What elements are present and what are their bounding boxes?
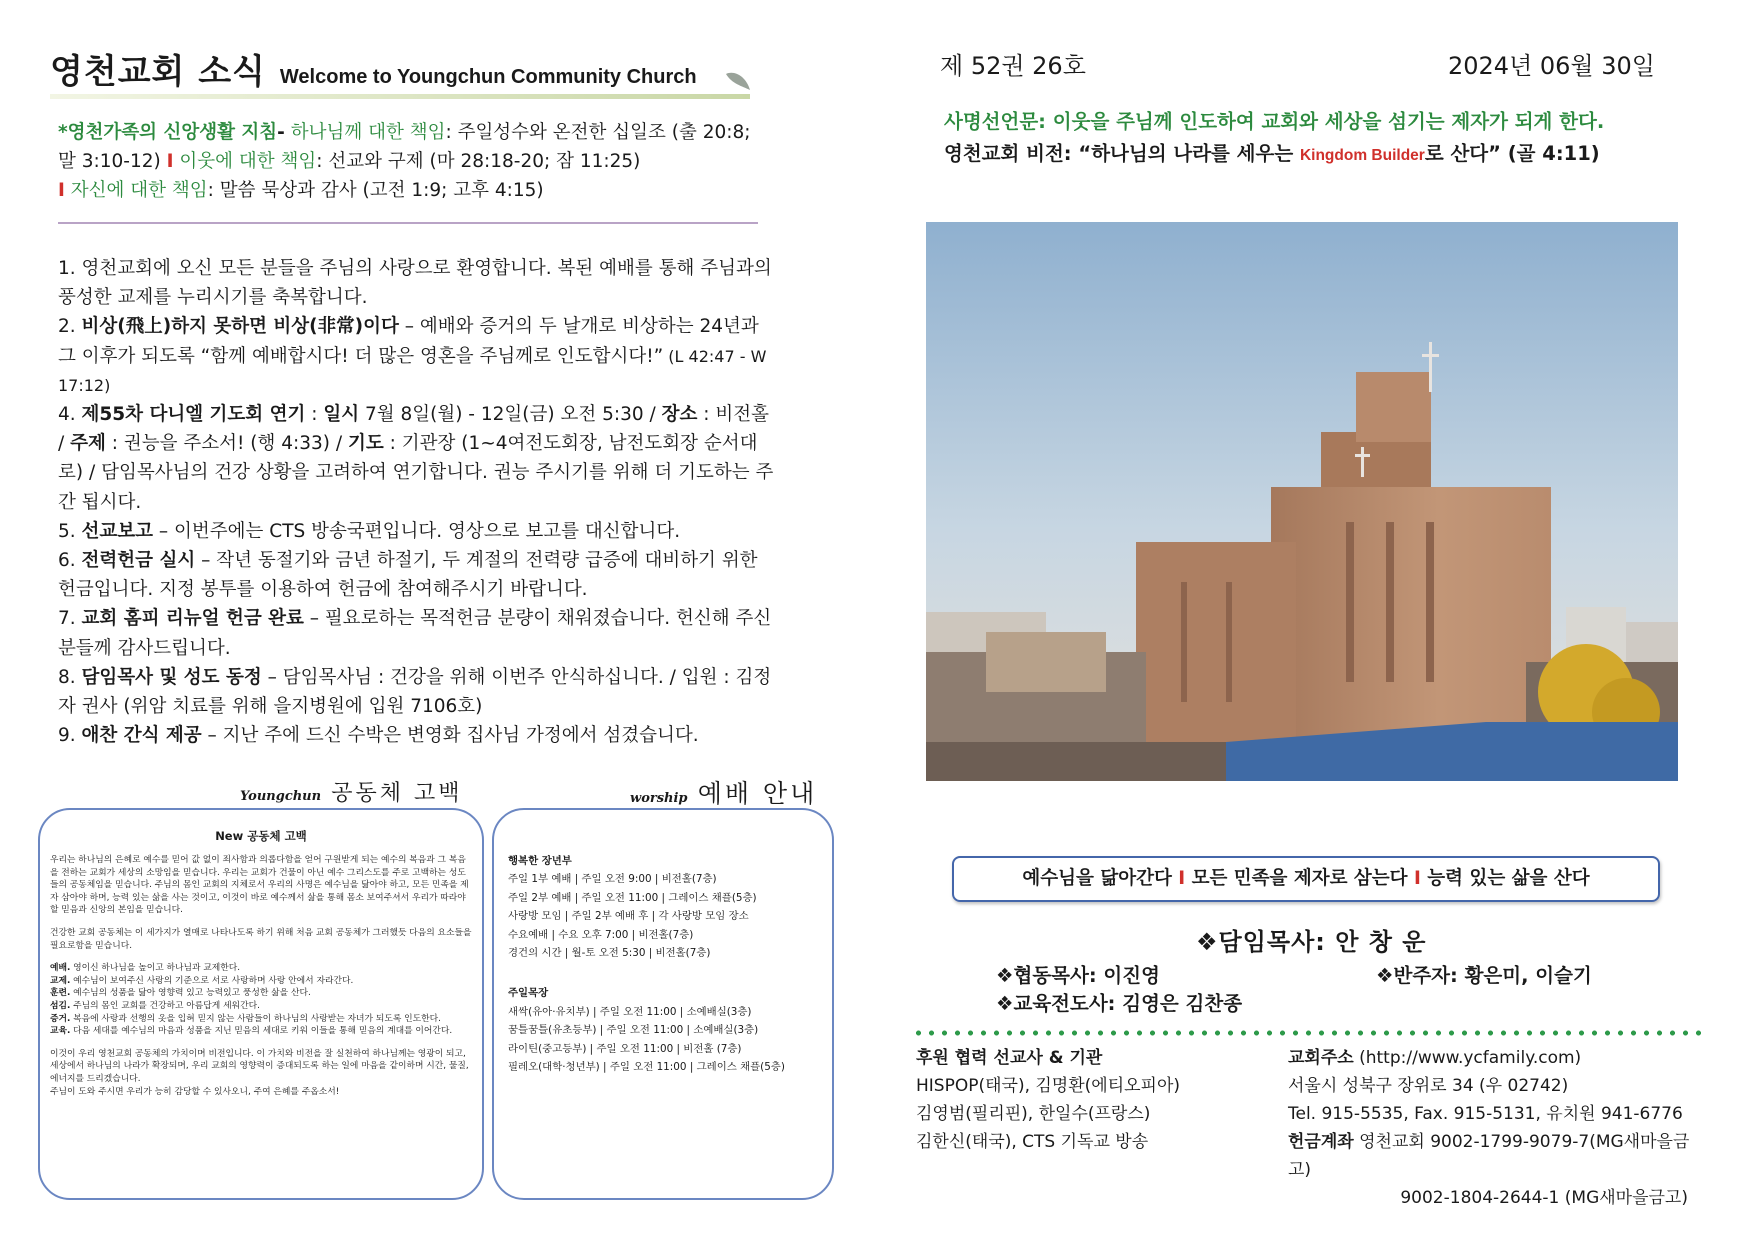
notice-item: 6. 전력헌금 실시 – 작년 동절기와 금년 하절기, 두 계절의 전력량 급증에 대비하기 위한 헌금입니다. 지정 봉투를 이용하여 헌금에 참여해주시기 바랍니다. <box>58 550 758 601</box>
worship-row: 수요예배 | 수요 오후 7:00 | 비전홀(7층) <box>508 928 694 941</box>
issue-date: 2024년 06월 30일 <box>1448 52 1655 80</box>
account-number: 9002-1804-2644-1 (MG새마을금고) <box>1400 1188 1688 1208</box>
guide-heading: *영천가족의 신앙생활 지침 <box>58 122 278 143</box>
confession-heading: Youngchun 공동체 고백 <box>240 781 463 806</box>
guide-god-label: 하나님께 대한 책임 <box>284 122 446 143</box>
associate-pastor: ❖협동목사: 이진영 <box>996 964 1160 987</box>
worship-row: 라이틴(중고등부) | 주일 오전 11:00 | 비전홀 (7층) <box>508 1042 742 1055</box>
guide-neighbor-text: : 선교와 구제 (마 28:18-20; 잠 11:25) <box>316 151 641 172</box>
confession-card-title: New 공동체 고백 <box>215 829 307 843</box>
announcements <box>58 254 778 750</box>
dotted-divider <box>912 1030 1704 1036</box>
worship-row: 꿈틀꿈틀(유초등부) | 주일 오전 11:00 | 소예배실(3층) <box>508 1024 759 1037</box>
newsletter-title: 영천교회 소식 <box>50 52 266 92</box>
confession-paragraph: 주님이 도와 주시면 우리가 능히 감당할 수 있사오니, 주여 은혜를 주옵소서! <box>50 1086 340 1097</box>
confession-paragraph: 건강한 교회 공동체는 이 세가지가 열매로 나타나도록 하기 위해 처음 교회 공동체가 그러했듯 다음의 요소들을 필요로함을 믿습니다. <box>50 927 472 951</box>
guide-god-text: : 주일성수와 온전한 십일조 (출 20:8; 말 3:10-12) <box>58 122 751 172</box>
confession-paragraph: 우리는 하나님의 은혜로 예수를 믿어 값 없이 죄사함과 의롭다함을 얻어 구원받게 되는 예수의 복음과 그 복음을 전하는 교회가 세상의 소망임을 믿습니다. 우리는 교회가 건물이 아닌 예수 그리스도를 주로 고백하는 성도들의 공동체임을 믿습니다. 주님의 몸인 교회의 지체로서 우리의 사명은 예수님을 닮아야 하고, 모든 민족을 제자 삼아야 하며, 능력 있는 삶을 사는 것이고, 이것이 바로 예수께서 삶을 통해 몸소 보여주셔서 우리가 따라야 할 믿음과 신앙의 본임을 믿습니다. <box>50 855 469 916</box>
worship-row: 사랑방 모임 | 주일 2부 예배 후 | 각 사랑방 모임 장소 <box>508 910 749 923</box>
church-phone: Tel. 915-5535, Fax. 915-5131, 유치원 941-6776 <box>1288 1104 1683 1124</box>
worship-row: 필레오(대학·청년부) | 주일 오전 11:00 | 그레이스 채플(5층) <box>508 1061 785 1074</box>
kingdom-builder-text: Kingdom Builder <box>1299 147 1425 164</box>
missions-line: 김한신(태국), CTS 기독교 방송 <box>916 1132 1149 1152</box>
missions-heading: 후원 협력 선교사 & 기관 <box>916 1048 1103 1068</box>
address-heading: 교회주소 <box>1288 1048 1354 1068</box>
notice-item: 4. 제55차 다니엘 기도회 연기 : 일시 7월 8일(월) - 12일(금) 오전 5:30 / 장소 : 비전홀 / 주제 : 권능을 주소서! (행 4:33) / 기도 : 기관장 (1~4여전도회장, 남전도회장 순서대로) / 담임목사님의 건강 상황을 고려하여 연기합니다. 권능 주시기를 위해 더 기도하는 주간 됩시다. <box>58 404 774 513</box>
church-building-photo <box>926 222 1678 781</box>
notice-item: 7. 교회 홈피 리뉴얼 헌금 완료 – 필요로하는 목적헌금 분량이 채워졌습니다. 헌신해 주신 분들께 감사드립니다. <box>58 608 772 659</box>
notice-item: 1. 영천교회에 오신 모든 분들을 주님의 사랑으로 환영합니다. 복된 예배를 통해 주님과의 풍성한 교제를 누리시기를 축복합니다. <box>58 258 772 309</box>
guide-self-text: : 말씀 묵상과 감사 (고전 1:9; 고후 4:15) <box>207 180 544 201</box>
senior-pastor: ❖담임목사: 안 창 운 <box>1196 928 1427 956</box>
vision-statement: 영천교회 비전: “하나님의 나라를 세우는 Kingdom Builder로 산다” (골 4:11) <box>944 142 1600 165</box>
worship-row: 새싹(유아·유치부) | 주일 오전 11:00 | 소예배실(3층) <box>508 1005 752 1018</box>
accompanists: ❖반주자: 황은미, 이슬기 <box>1376 964 1592 987</box>
guide-neighbor-label: 이웃에 대한 책임 <box>173 151 317 172</box>
church-slogan: 예수님을 닮아간다 I 모든 민족을 제자로 삼는다 I 능력 있는 삶을 산다 <box>952 856 1660 902</box>
confession-elements: 예배. 영이신 하나님을 높이고 하나님과 교제한다. 교제. 예수님이 보여주신 사랑의 기준으로 서로 사랑하며 사랑 안에서 자라간다. 훈련. 예수님의 성품을 닮아 영향력 있고 능력있고 풍성한 삶을 산다. 섬김. 주님의 몸인 교회를 건강하고 아름답게 세워간다. 증거. 복음에 사랑과 선행의 옷을 입혀 믿지 않는 사람들이 하나님의 사랑받는 자녀가 되도록 인도한다. 교육. 다음 세대를 예수님의 마음과 성품을 지닌 믿음의 세대로 키워 이들을 통해 믿음의 계대를 이어간다. <box>50 963 453 1037</box>
worship-row: 경건의 시간 | 월-토 오전 5:30 | 비전홀(7층) <box>508 947 711 960</box>
worship-group-title: 행복한 장년부 <box>508 855 572 867</box>
guide-separator: I <box>58 180 65 201</box>
guide-separator: I <box>166 151 174 172</box>
account-label: 헌금계좌 <box>1288 1132 1354 1152</box>
worship-card <box>492 808 834 1200</box>
notice-item: 2. 비상(飛上)하지 못하면 비상(非常)이다 – 예배와 증거의 두 날개로 비상하는 24년과 그 이후가 되도록 “함께 예배합시다! 더 많은 영혼을 주님께로 인도합시다!” (L 42:47 - W 17:12) <box>58 316 767 395</box>
church-website-link[interactable]: (http://www.ycfamily.com) <box>1353 1048 1582 1068</box>
newsletter-subtitle: Welcome to Youngchun Community Church <box>279 66 697 88</box>
education-ministers: ❖교육전도사: 김영은 김찬종 <box>996 992 1243 1015</box>
masthead <box>50 44 760 100</box>
worship-heading: worship 예배 안내 <box>630 779 818 808</box>
worship-row: 주일 2부 예배 | 주일 오전 11:00 | 그레이스 채플(5층) <box>508 891 757 904</box>
account-number: 영천교회 9002-1799-9079-7(MG새마을금고) <box>1288 1132 1690 1180</box>
confession-paragraph: 이것이 우리 영천교회 공동체의 가치이며 비전입니다. 이 가치와 비전을 잘 실천하여 하나님께는 영광이 되고, 세상에서 하나님의 나라가 확장되며, 우리 교회의 영향력이 증대되도록 하는 일에 마음을 같이하며 시간, 물질, 에너지를 드리겠습니다. <box>50 1048 469 1084</box>
divider <box>58 222 758 224</box>
leaf-icon <box>724 70 752 92</box>
faith-guidelines: *영천가족의 신앙생활 지침- 하나님께 대한 책임: 주일성수와 온전한 십일조 (출 20:8; 말 3:10-12) I 이웃에 대한 책임: 선교와 구제 (마 28:18-20; 잠 11:25) I 자신에 대한 책임: 말씀 묵상과 감사 (고전 1:9; 고후 4:15) <box>58 122 751 201</box>
church-contact <box>1288 1044 1708 1212</box>
notice-item: 9. 애찬 간식 제공 – 지난 주에 드신 수박은 변영화 집사님 가정에서 섬겼습니다. <box>58 725 699 747</box>
missions-line: 김영범(필리핀), 한일수(프랑스) <box>916 1104 1151 1124</box>
issue-number: 제 52권 26호 <box>940 52 1086 80</box>
church-address: 서울시 성북구 장위로 34 (우 02742) <box>1288 1076 1569 1096</box>
confession-card <box>38 808 484 1200</box>
supported-missions <box>916 1044 1276 1156</box>
notice-item: 8. 담임목사 및 성도 동정 – 담임목사님 : 건강을 위해 이번주 안식하십니다. / 입원 : 김정자 권사 (위암 치료를 위해 을지병원에 입원 7106호) <box>58 666 772 718</box>
guide-self-label: 자신에 대한 책임 <box>64 180 208 201</box>
worship-row: 주일 1부 예배 | 주일 오전 9:00 | 비전홀(7층) <box>508 873 717 886</box>
mission-statement: 사명선언문: 이웃을 주님께 인도하여 교회와 세상을 섬기는 제자가 되게 한다. <box>944 110 1605 133</box>
notice-item: 5. 선교보고 – 이번주에는 CTS 방송국편입니다. 영상으로 보고를 대신합니다. <box>58 520 681 542</box>
missions-line: HISPOP(태국), 김명환(에티오피아) <box>916 1076 1181 1096</box>
masthead-underline <box>50 94 750 99</box>
worship-group-title: 주일목장 <box>508 987 549 1000</box>
